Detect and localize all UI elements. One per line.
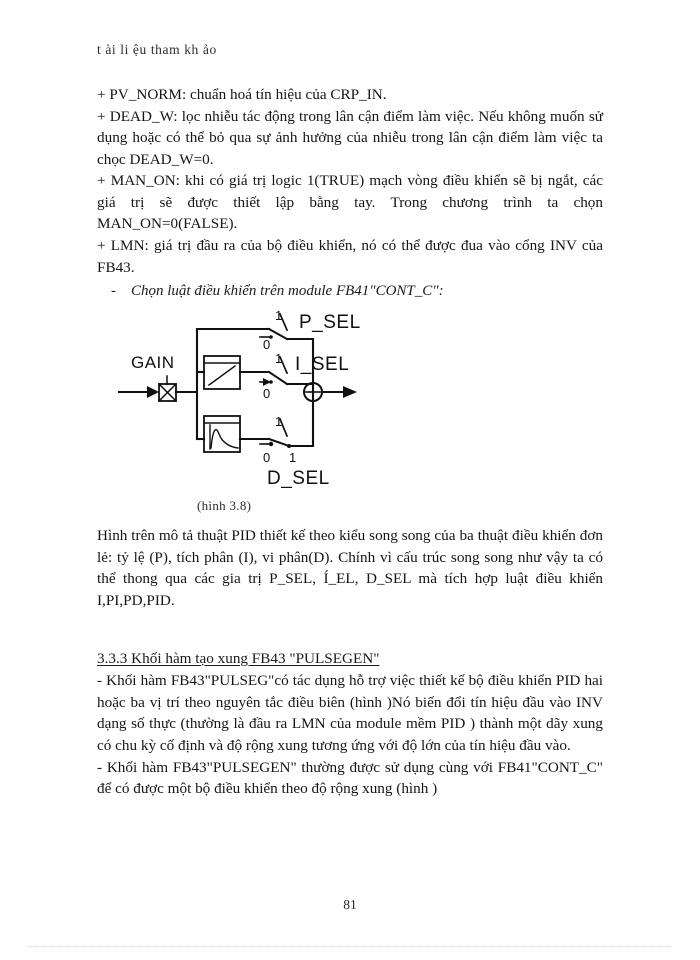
- paragraph-pid-description: Hình trên mô tả thuật PID thiết kế theo kiểu song song của ba thuật điều khiển đơn lẻ: tỷ lệ (P), tích phân (I), vi phân(D). Chính vì cấu trúc song song như vậy ta có thể thong qua các gia trị P_SEL, Í_EL, D_SEL mà tích hợp luật điều khiển I,PI,PD,PID.: [97, 527, 603, 609]
- lower-text-column: [97, 525, 603, 611]
- section-pulsegen: [97, 648, 603, 800]
- paragraph-pulsegen-two: - Khối hàm FB43"PULSEGEN" thường được sử dụng cùng với FB41"CONT_C" để có được một bộ điều khiển theo độ rộng xung (hình ): [97, 758, 603, 798]
- sheet-edge-divider: [28, 946, 672, 947]
- d-sel-common-label: 1: [289, 450, 297, 465]
- bullet-item-control-law: [97, 281, 603, 302]
- paragraph-dead-w: + DEAD_W: lọc nhiễu tác động trong lân cận điểm làm việc. Nếu không muốn sử dụng hoặc có thể bỏ qua sự ảnh hưởng của nhiễu trong lân cận điểm làm việc ta chọc DEAD_W=0.: [97, 107, 603, 168]
- paragraph-man-on: + MAN_ON: khi có giá trị logic 1(TRUE) mạch vòng điều khiển sẽ bị ngắt, các giá trị sẽ được thiết lập bằng tay. Trong chương trình ta chọn MAN_ON=0(FALSE).: [97, 172, 603, 233]
- output-arrow-icon: [343, 386, 357, 398]
- d-sel-off-label: 0: [263, 450, 271, 465]
- bullet-dash: -: [111, 283, 116, 300]
- d-sel-on-label: 1: [275, 414, 283, 429]
- p-sel-off-label: 0: [263, 337, 271, 352]
- i-sel-on-label: 1: [275, 351, 283, 366]
- section-heading: 3.3.3 Khối hàm tạo xung FB43 "PULSEGEN": [97, 650, 380, 667]
- page-number: 81: [343, 897, 357, 912]
- figure-caption: (hình 3.8): [197, 498, 252, 513]
- bullet-label: Chọn luật điều khiển trên module FB41"CONT_C":: [131, 283, 444, 300]
- figure-label-i-sel: I_SEL: [295, 354, 350, 375]
- p-sel-on-label: 1: [275, 308, 283, 323]
- figure-label-d-sel: D_SEL: [267, 468, 330, 489]
- figure-label-p-sel: P_SEL: [299, 312, 361, 333]
- paragraph-lmn: + LMN: giá trị đầu ra của bộ điều khiển, nó có thể được đua vào cổng INV của FB43.: [97, 237, 603, 276]
- body-text-column: [97, 84, 603, 302]
- running-header: t ài li ệu tham kh ảo: [97, 42, 217, 57]
- i-sel-off-label: 0: [263, 386, 271, 401]
- paragraph-pulsegen-one: - Khối hàm FB43"PULSEG"có tác dụng hỗ trợ việc thiết kế bộ điều khiển PID hai hoặc ba vị trí theo nguyên tắc điều biên (hình )Nó biến đổi tín hiệu đầu vào INV dạng số thực (thường là đầu ra LMN của module mềm PID ) thành một dãy xung có chu kỳ cố định và độ rộng xung tương ứng với độ lớn của tín hiệu đầu vào.: [97, 672, 603, 755]
- figure-label-gain: GAIN: [131, 353, 175, 372]
- paragraph-pv-norm: + PV_NORM: chuẩn hoá tín hiệu của CRP_IN.: [97, 86, 387, 103]
- figure-diagram: [117, 306, 377, 496]
- pid-block-diagram-svg: [117, 306, 377, 491]
- figure-pid-parallel-structure: [97, 306, 603, 514]
- input-arrow-icon: [147, 386, 159, 398]
